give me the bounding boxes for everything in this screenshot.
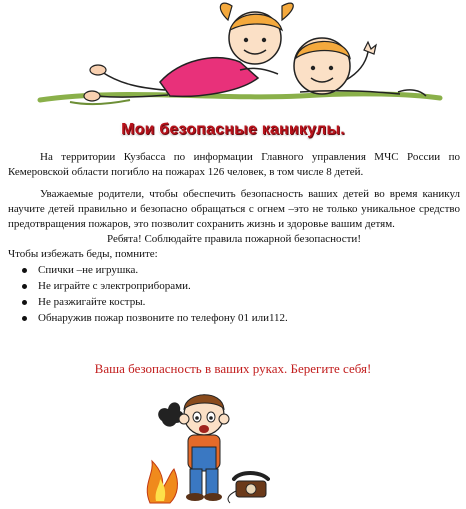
paragraph-remember: Чтобы избежать беды, помните: [8,248,158,260]
page-title: Мои безопасные каникулы. [121,121,345,138]
list-item: Не разжигайте костры. [38,294,460,310]
boy-fire-illustration [140,385,270,507]
list-item: Не играйте с электроприборами. [38,278,460,294]
girl-dress [160,58,258,97]
safety-slogan: Ваша безопасность в ваших руках. Берегите себя! [94,361,372,376]
children-illustration [0,0,466,120]
paragraph-statistics: На территории Кузбасса по информации Главного управления МЧС России по Кемеровской области погибло на пожарах 126 человек, в том числе 8 детей. [8,151,460,178]
article-body [8,150,460,326]
paragraph-parents: Уважаемые родители, чтобы обеспечить безопасность ваших детей во время каникул научите детей правильно и безопасно обращаться с огнем –это не только уникальное средство предотвращения пожаров, это позволит сохранить жизнь и здоровье вашим детям. [8,188,460,230]
paragraph-kids-call: Ребята! Соблюдайте правила пожарной безопасности! [107,233,361,245]
list-item: Спички –не игрушка. [38,262,460,278]
list-item: Обнаружив пожар позвоните по телефону 01 или112. [38,310,460,326]
safety-rules-list [8,262,460,326]
phone-icon [228,473,268,503]
